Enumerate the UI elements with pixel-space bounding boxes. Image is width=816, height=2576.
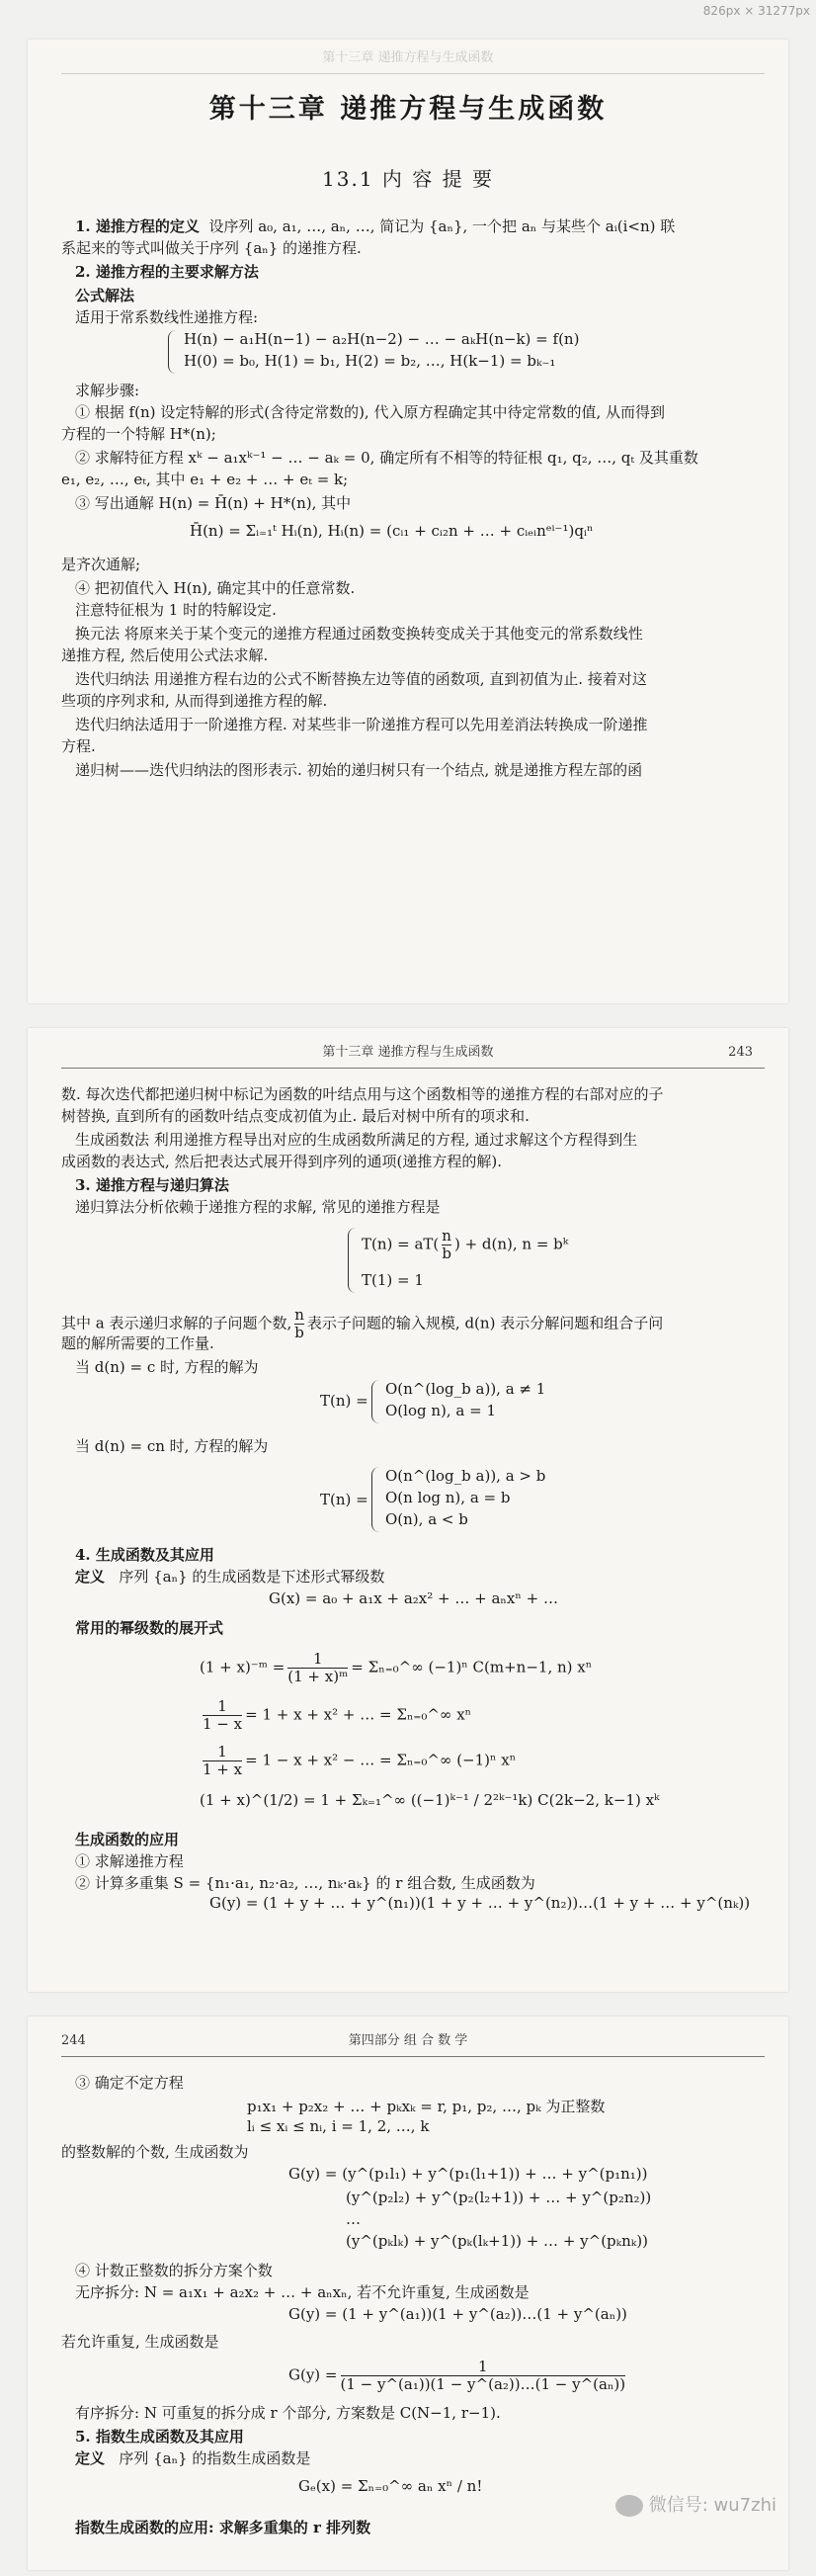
- recursive-algorithm-heading: 3. 递推方程与递归算法: [75, 1176, 229, 1194]
- solution-c-case-1: O(n^(log_b a)), a ≠ 1: [385, 1380, 546, 1398]
- page2-page-number: 243: [728, 1045, 753, 1060]
- gf-app-2: ② 计算多重集 S = {n₁·a₁, n₂·a₂, …, nₖ·aₖ} 的 r 组合数, 生成函数为: [75, 1874, 535, 1892]
- expansion-3: $\frac{1}{1 + x}$ = 1 − x + x² − … = Σₙ₌₀^∞ (−1)ⁿ xⁿ: [203, 1743, 517, 1778]
- fraction: $\frac{1}{1 - x}$: [203, 1697, 243, 1733]
- step-3-line: ③ 写出通解 H(n) = H̄(n) + H*(n), 其中: [75, 494, 352, 512]
- substitution-line-1: 换元法 将原来关于某个变元的递推方程通过函数变换转变成关于其他变元的常系数线性: [75, 625, 643, 643]
- solution-cn-case-3: O(n), a < b: [385, 1510, 468, 1528]
- multiset-gf: G(y) = (1 + y + … + y^(n₁))(1 + y + … + y^(n₂))…(1 + y + … + y^(nₖ)): [209, 1894, 751, 1912]
- step-1-line-1: ① 根据 f(n) 设定特解的形式(含待定常数的), 代入原方程确定其中待定常数的值, 从而得到: [75, 403, 666, 421]
- page2-body: [61, 1083, 765, 1973]
- definition-heading: 1. 递推方程的定义: [75, 217, 200, 235]
- solution-c-case-2: O(log n), a = 1: [385, 1402, 496, 1419]
- definition-line-2: 系起来的等式叫做关于序列 {aₙ} 的递推方程.: [61, 239, 362, 257]
- brace: [348, 1228, 359, 1293]
- master-recurrence: T(n) = aT( $\frac{n}{b}$ ) + d(n), n = bᵏ: [362, 1227, 569, 1262]
- iteration-line-2: 些项的序列求和, 从而得到递推方程的解.: [61, 692, 328, 710]
- egf-application-line: 指数生成函数的应用: 求解多重集的 r 排列数: [75, 2519, 371, 2536]
- fraction: $\frac{n}{b}$: [294, 1306, 304, 1341]
- solution-cn-case-1: O(n^(log_b a)), a > b: [385, 1467, 546, 1485]
- image-size-label: 826px × 31277px: [702, 4, 810, 18]
- wechat-icon: [615, 2495, 643, 2517]
- p2-line-10: 当 d(n) = cn 时, 方程的解为: [75, 1437, 269, 1455]
- gf-applications-heading: 生成函数的应用: [75, 1831, 180, 1848]
- formula-method-scope: 适用于常系数线性递推方程:: [75, 308, 259, 326]
- faint-header-rule: [61, 73, 765, 74]
- page3-page-number: 244: [61, 2033, 86, 2048]
- p3-line-6: 有序拆分: N 可重复的拆分成 r 个部分, 方案数是 C(N−1, r−1).: [75, 2404, 501, 2422]
- diophantine-gf-1: G(y) = (y^(p₁l₁) + y^(p₁(l₁+1)) + … + y^(p₁n₁)): [288, 2165, 648, 2183]
- page3-body: [61, 2072, 765, 2556]
- p3-line-1: ③ 确定不定方程: [75, 2074, 184, 2092]
- section-title: 13.1 内 容 提 要: [322, 167, 494, 191]
- chapter-title: 第十三章 递推方程与生成函数: [208, 94, 608, 125]
- definition-line-1: [75, 215, 675, 237]
- iteration-line-3: 迭代归纳法适用于一阶递推方程. 对某些非一阶递推方程可以先用差消法转换成一阶递推: [75, 716, 648, 733]
- root-one-note: 注意特征根为 1 时的特解设定.: [75, 601, 277, 619]
- p2-line-4: 成函数的表达式, 然后把表达式展开得到序列的通项(递推方程的解).: [61, 1153, 503, 1170]
- steps-heading: 求解步骤:: [75, 382, 140, 399]
- brace: [371, 1467, 382, 1532]
- page-244: [28, 2017, 788, 2570]
- p2-line-1: 数. 每次迭代都把递归树中标记为函数的叶结点用与这个函数相等的递推方程的右部对应的子: [61, 1085, 664, 1103]
- diophantine-gf-3: …: [346, 2210, 361, 2228]
- fraction: $\frac{1}{1 + x}$: [203, 1743, 243, 1778]
- page3-header-rule: [61, 2056, 765, 2057]
- p3-line-5: 若允许重复, 生成函数是: [61, 2333, 219, 2351]
- recursion-tree-line: 递归树——迭代归纳法的图形表示. 初始的递归树只有一个结点, 就是递推方程左部的函: [75, 761, 643, 779]
- page-243: [28, 1028, 788, 1992]
- recurrence-equation: H(n) − a₁H(n−1) − a₂H(n−2) − … − aₖH(n−k) = f(n): [184, 330, 580, 348]
- gf-definition: 定义 序列 {aₙ} 的生成函数是下述形式幂级数: [75, 1568, 385, 1586]
- page1-body: [61, 215, 765, 987]
- page2-header-rule: [61, 1068, 765, 1069]
- p2-line-2: 树替换, 直到所有的函数叶结点变成初值为止. 最后对树中所有的项求和.: [61, 1107, 530, 1125]
- gf-app-1: ① 求解递推方程: [75, 1852, 184, 1870]
- expansion-1: (1 + x)⁻ᵐ = $\frac{1}{\text{(1 + x)ᵐ}}$ = Σₙ₌₀^∞ (−1)ⁿ C(m+n−1, n) xⁿ: [200, 1650, 593, 1685]
- fraction: $\frac{1}{\text{(1 − y\textasciicircum{}(a₁))(1 − y\textasciicircum{}(a₂))…(1 − y\textasciicircum{}(aₙ))}}$: [340, 2358, 626, 2393]
- page3-header-title: 第四部分 组 合 数 学: [348, 2033, 468, 2048]
- homogeneous-note: 是齐次通解;: [61, 556, 141, 573]
- page-242: [28, 40, 788, 1003]
- diophantine-equation: p₁x₁ + p₂x₂ + … + pₖxₖ = r, p₁, p₂, …, pₖ 为正整数: [247, 2098, 606, 2115]
- diophantine-gf-2: (y^(p₂l₂) + y^(p₂(l₂+1)) + … + y^(p₂n₂)): [346, 2189, 652, 2206]
- iteration-line-1: 迭代归纳法 用递推方程右边的公式不断替换左边等值的函数项, 直到初值为止. 接着对这: [75, 670, 647, 688]
- solution-cn-lhs: T(n) =: [320, 1491, 368, 1508]
- p2-line-3: 生成函数法 利用递推方程导出对应的生成函数所满足的方程, 通过求解这个方程得到生: [75, 1131, 638, 1149]
- expansion-2: $\frac{1}{1 - x}$ = 1 + x + x² + … = Σₙ₌₀^∞ xⁿ: [203, 1697, 472, 1733]
- formula-method-heading: 公式解法: [75, 287, 135, 304]
- p2-line-8: 题的解所需要的工作量.: [61, 1334, 214, 1352]
- power-series-heading: 常用的幂级数的展开式: [75, 1619, 224, 1637]
- brace: [371, 1380, 382, 1423]
- step-2-line-1: ② 求解特征方程 xᵏ − a₁xᵏ⁻¹ − … − aₖ = 0, 确定所有不相等的特征根 q₁, q₂, …, qₜ 及其重数: [75, 449, 698, 467]
- brace: [168, 330, 179, 374]
- step-1-line-2: 方程的一个特解 H*(n);: [61, 425, 216, 443]
- initial-conditions: H(0) = b₀, H(1) = b₁, H(2) = b₂, …, H(k−1) = bₖ₋₁: [184, 352, 556, 370]
- faint-bleed-header: 第十三章 递推方程与生成函数: [322, 50, 494, 65]
- solution-cn-case-2: O(n log n), a = b: [385, 1489, 511, 1506]
- homogeneous-solution-equation: H̄(n) = Σᵢ₌₁ᵗ Hᵢ(n), Hᵢ(n) = (cᵢ₁ + cᵢ₂n + … + cᵢₑᵢnᵉⁱ⁻¹)qᵢⁿ: [190, 522, 594, 540]
- fraction: $\frac{1}{\text{(1 + x)ᵐ}}$: [287, 1650, 349, 1685]
- master-initial: T(1) = 1: [362, 1271, 424, 1289]
- wechat-watermark: 微信号: wu7zhi: [615, 2491, 776, 2517]
- partition-gf-distinct: G(y) = (1 + y^(a₁))(1 + y^(a₂))…(1 + y^(aₙ)): [288, 2305, 627, 2323]
- egf-definition: 定义 序列 {aₙ} 的指数生成函数是: [75, 2449, 311, 2467]
- p3-line-2: 的整数解的个数, 生成函数为: [61, 2143, 249, 2161]
- p3-line-4: 无序拆分: N = a₁x₁ + a₂x₂ + … + aₙxₙ, 若不允许重复, 生成函数是: [75, 2283, 530, 2301]
- diophantine-gf-4: (y^(pₖlₖ) + y^(pₖ(lₖ+1)) + … + y^(pₖnₖ)): [346, 2232, 648, 2250]
- egf-series: Gₑ(x) = Σₙ₌₀^∞ aₙ xⁿ / n!: [298, 2477, 483, 2495]
- p2-line-9: 当 d(n) = c 时, 方程的解为: [75, 1358, 259, 1376]
- fraction: $\frac{n}{b}$: [442, 1227, 451, 1262]
- p3-line-3: ④ 计数正整数的拆分方案个数: [75, 2262, 273, 2279]
- expansion-4: (1 + x)^(1/2) = 1 + Σₖ₌₁^∞ ((−1)ᵏ⁻¹ / 2²ᵏ⁻¹k) C(2k−2, k−1) xᵏ: [200, 1791, 660, 1809]
- p2-line-7: 其中 a 表示递归求解的子问题个数, $\frac{n}{b}$ 表示子问题的输入规模, d(n) 表示分解问题和组合子问: [61, 1306, 664, 1341]
- step-4-line: ④ 把初值代入 H(n), 确定其中的任意常数.: [75, 579, 356, 597]
- solution-c-lhs: T(n) =: [320, 1392, 368, 1410]
- iteration-line-4: 方程.: [61, 737, 96, 755]
- diophantine-bounds: lᵢ ≤ xᵢ ≤ nᵢ, i = 1, 2, …, k: [247, 2117, 430, 2135]
- substitution-line-2: 递推方程, 然后使用公式法求解.: [61, 646, 269, 664]
- definition-text: 设序列 a₀, a₁, …, aₙ, …, 简记为 {aₙ}, 一个把 aₙ 与某些个 aᵢ(i<n) 联: [208, 217, 676, 235]
- generating-function-heading: 4. 生成函数及其应用: [75, 1546, 214, 1564]
- egf-heading: 5. 指数生成函数及其应用: [75, 2428, 244, 2446]
- partition-gf-repeat: G(y) = $\frac{1}{\text{(1 − y\textasciicircum{}(a₁))(1 − y\textasciicircum{}(a₂))…(1 − y\textasciicircum{}(aₙ))}}$: [288, 2358, 626, 2393]
- p2-line-6: 递归算法分析依赖于递推方程的求解, 常见的递推方程是: [75, 1198, 441, 1216]
- page2-header-title: 第十三章 递推方程与生成函数: [322, 1045, 494, 1060]
- step-2-line-2: e₁, e₂, …, eₜ, 其中 e₁ + e₂ + … + eₜ = k;: [61, 471, 349, 488]
- methods-heading: 2. 递推方程的主要求解方法: [75, 263, 259, 281]
- gf-series: G(x) = a₀ + a₁x + a₂x² + … + aₙxⁿ + …: [269, 1589, 558, 1607]
